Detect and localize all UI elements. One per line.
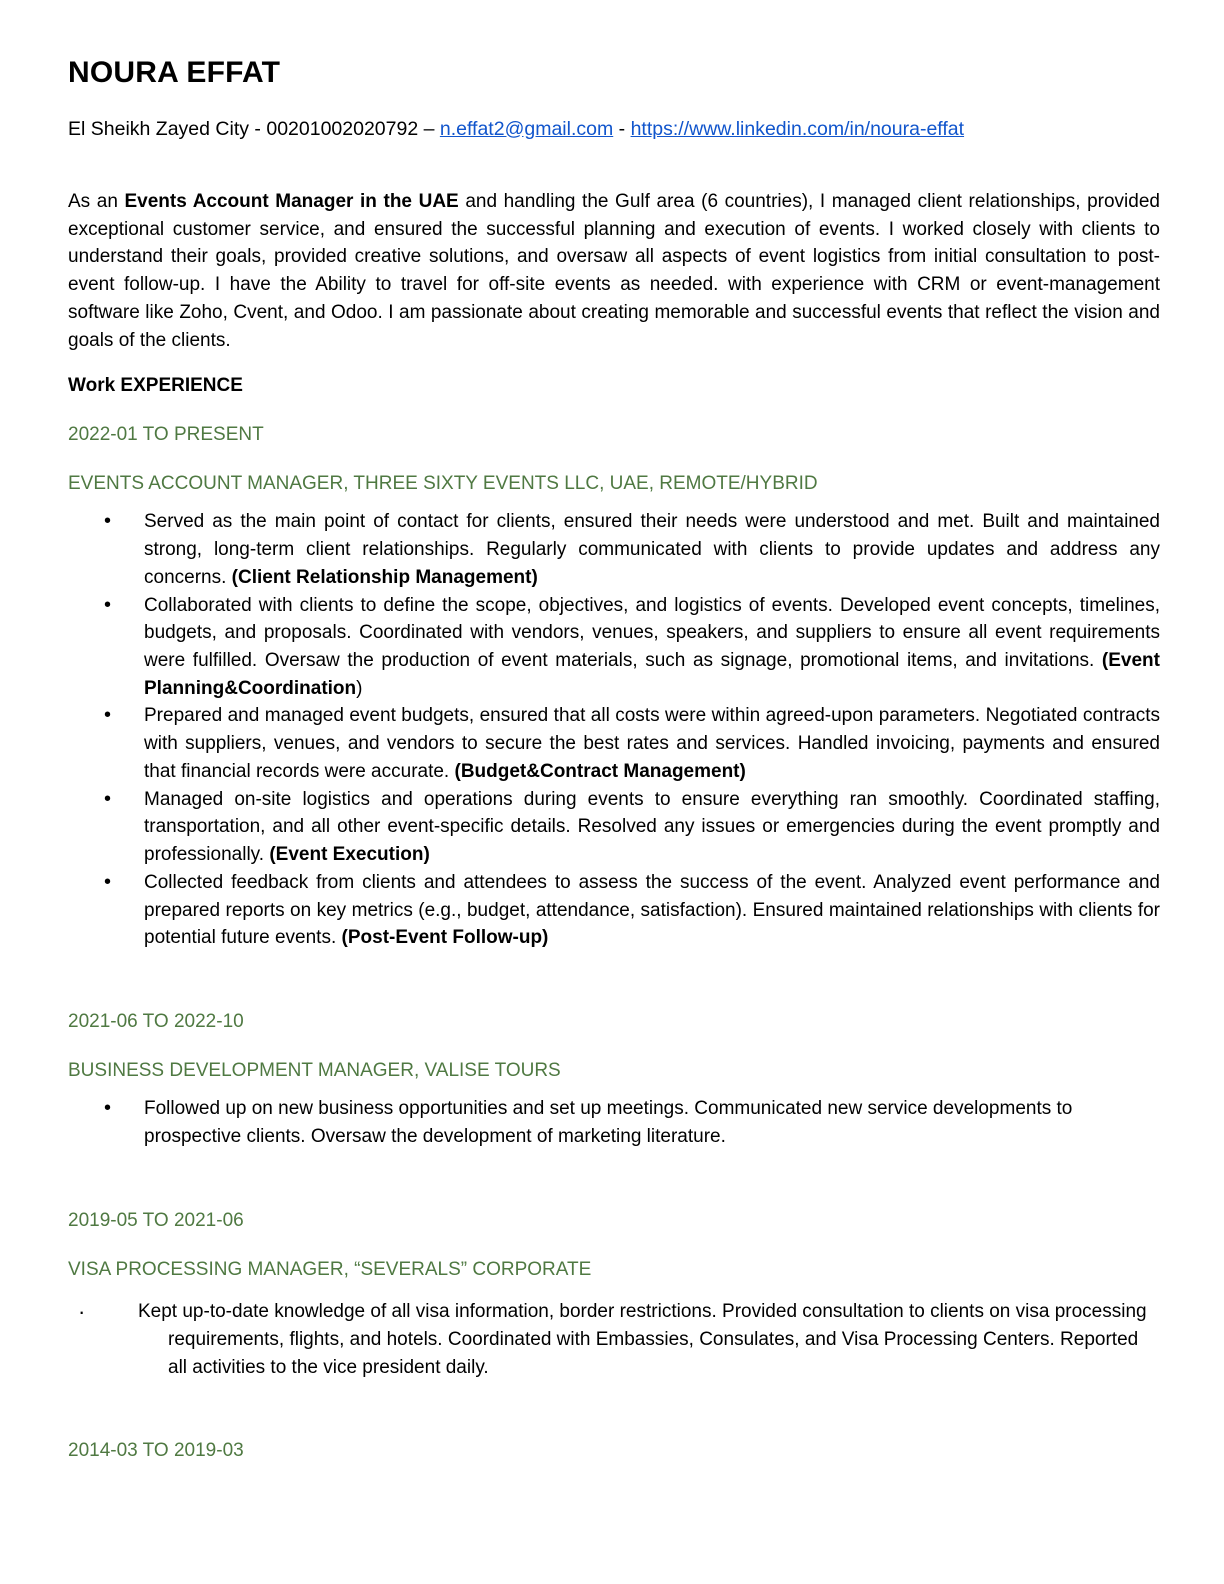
list-item: [68, 702, 1160, 785]
section-spacer: [68, 952, 1160, 986]
job-entry: [68, 1010, 1160, 1151]
bullet-text: Collaborated with clients to define the scope, objectives, and logistics of events. Developed event concepts, timelines, budgets, and proposals. Coordinated with vendors, venues, speakers, and suppliers to ensure all event requirements were fulfilled. Oversaw the production of event materials, such as signage, promotional items, and invitations.: [144, 594, 1160, 671]
job-dates: 2022-01 TO PRESENT: [68, 423, 264, 445]
contact-separator-2: –: [418, 117, 440, 140]
job-dates: 2021-06 TO 2022-10: [68, 1011, 244, 1033]
bullet-text: Prepared and managed event budgets, ensured that all costs were within agreed-upon parameters. Negotiated contracts with suppliers, venues, and vendors to secure the best rates and services. Handled invoicing, payments and ensured that financial records were accurate.: [144, 705, 1160, 782]
bullet-text: Collected feedback from clients and attendees to assess the success of the event. Analyzed event performance and prepared reports on key metrics (e.g., budget, attendance, satisfaction). Ensured maintained relationships with clients for potential future events.: [144, 871, 1160, 949]
list-item: [68, 1298, 1160, 1381]
job-title: EVENTS ACCOUNT MANAGER, THREE SIXTY EVENTS LLC, UAE, REMOTE/HYBRID: [68, 472, 818, 494]
contact-location: El Sheikh Zayed City: [68, 117, 249, 140]
job-bullet-list: [68, 1095, 1160, 1150]
bullet-text: Followed up on new business opportunities and set up meetings. Communicated new service developments to prospective clients. Oversaw the development of marketing literature.: [144, 1098, 1073, 1148]
summary-paragraph: [68, 188, 1160, 354]
job-dates: 2014-03 TO 2019-03: [68, 1440, 244, 1462]
section-heading-work-experience: Work EXPERIENCE: [68, 375, 243, 397]
job-entry: [68, 423, 1160, 952]
contact-phone: 00201002020792: [266, 117, 419, 140]
contact-line: [68, 117, 1160, 142]
job-dates: 2019-05 TO 2021-06: [68, 1209, 244, 1231]
bullet-bold-tag: (Event Planning&Coordination: [144, 649, 1160, 699]
bullet-text: Kept up-to-date knowledge of all visa information, border restrictions. Provided consultation to clients on visa processing requirements, flights, and hotels. Coordinated with Embassies, Consulates, and Visa Processing Centers. Reported all activities to the vice president daily.: [138, 1301, 1147, 1378]
list-item: [68, 508, 1160, 591]
job-entry: [68, 1439, 1160, 1464]
linkedin-link[interactable]: https://www.linkedin.com/in/noura-effat: [630, 117, 965, 140]
page-title: NOURA EFFAT: [68, 56, 281, 89]
list-item: [68, 592, 1160, 703]
summary-part-1: As an: [68, 190, 125, 212]
email-link[interactable]: n.effat2@gmail.com: [439, 117, 614, 140]
bullet-bold-tag: (Event Execution): [269, 844, 430, 866]
job-title: BUSINESS DEVELOPMENT MANAGER, VALISE TOURS: [68, 1059, 561, 1081]
summary-part-2: and handling the Gulf area (6 countries), I managed client relationships, provided exceptional customer service, and ensured the successful planning and execution of events. I worked closely with clients to understand their goals, provided creative solutions, and oversaw all aspects of event logistics from initial consultation to post-event follow-up. I have the Ability to travel for off-site events as needed. with experience with CRM or event-management software like Zoho, Cvent, and Odoo. I am passionate about creating memorable and successful events that reflect the vision and goals of the clients.: [68, 190, 1160, 351]
job-bullet-list: [68, 1298, 1160, 1381]
contact-separator-1: -: [249, 117, 267, 140]
job-bullet-list: [68, 508, 1160, 952]
section-spacer: [68, 1151, 1160, 1185]
list-item: [68, 869, 1160, 952]
bullet-bold-tag: (Post-Event Follow-up): [341, 927, 549, 949]
bullet-bold-tag: (Client Relationship Management): [231, 566, 538, 588]
section-spacer: [68, 1381, 1160, 1415]
job-entry: [68, 1209, 1160, 1382]
summary-bold-role: Events Account Manager in the UAE: [124, 190, 459, 212]
bullet-tail: ): [356, 677, 363, 699]
list-item: [68, 786, 1160, 869]
job-title: VISA PROCESSING MANAGER, “SEVERALS” CORPORATE: [68, 1258, 592, 1280]
bullet-bold-tag: (Budget&Contract Management): [454, 760, 746, 782]
list-item: [68, 1095, 1160, 1150]
bullet-text: Managed on-site logistics and operations during events to ensure everything ran smoothly. Coordinated staffing, transportation, and all other event-specific details. Resolved any issues or emergencies during the event promptly and professionally.: [144, 788, 1160, 866]
bullet-text: Served as the main point of contact for clients, ensured their needs were understood and met. Built and maintained strong, long-term client relationships. Regularly communicated with clients to provide updates and address any concerns.: [144, 511, 1160, 588]
contact-separator-3: -: [613, 117, 631, 140]
